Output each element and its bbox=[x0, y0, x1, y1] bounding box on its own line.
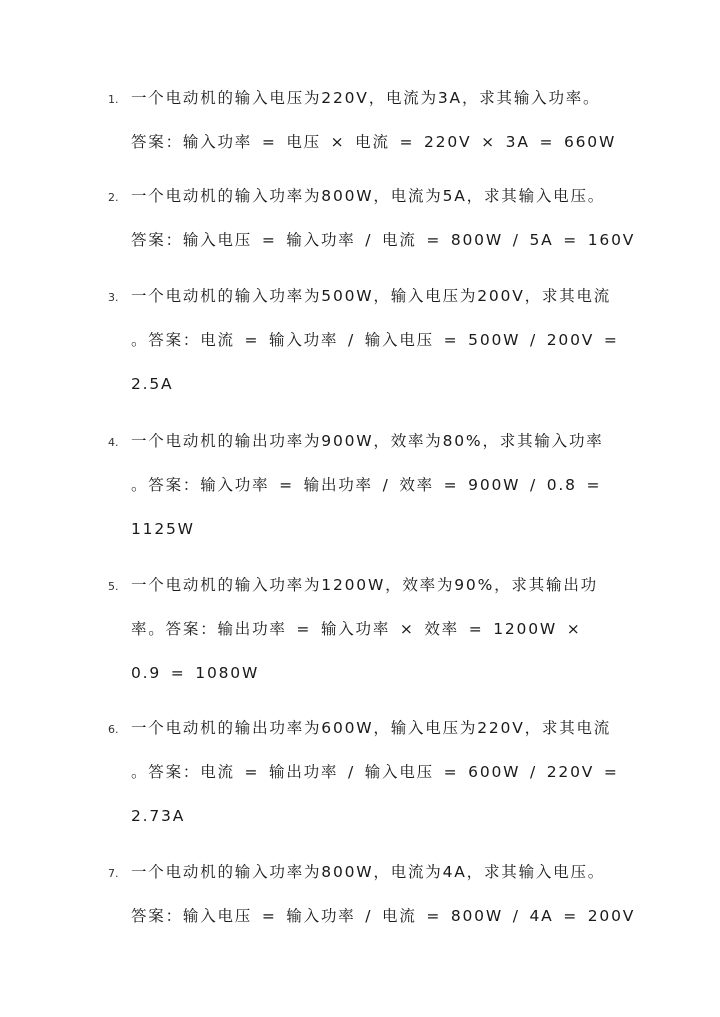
answer-text: 答案：输入电压 = 输入功率 / 电流 = 800W / 4A = 200V bbox=[131, 907, 636, 925]
answer-text: 答案：输入功率 = 电压 × 电流 = 220V × 3A = 660W bbox=[131, 133, 617, 151]
answer-text: 。答案：输入功率 = 输出功率 / 效率 = 900W / 0.8 = bbox=[131, 476, 602, 494]
answer-text-continued: 2.73A bbox=[131, 807, 186, 825]
item-number: 6. bbox=[108, 723, 119, 736]
item-number: 3. bbox=[108, 291, 119, 304]
question-text: 一个电动机的输出功率为600W，输入电压为220V，求其电流 bbox=[131, 719, 612, 737]
question-text: 一个电动机的输入功率为1200W，效率为90%，求其输出功 bbox=[131, 576, 598, 594]
question-text: 一个电动机的输入功率为800W，电流为5A，求其输入电压。 bbox=[131, 187, 606, 205]
answer-text-continued: 1125W bbox=[131, 520, 195, 538]
question-text: 一个电动机的输出功率为900W，效率为80%，求其输入功率 bbox=[131, 432, 604, 450]
item-number: 5. bbox=[108, 580, 119, 593]
answer-text: 答案：输入电压 = 输入功率 / 电流 = 800W / 5A = 160V bbox=[131, 231, 636, 249]
item-number: 2. bbox=[108, 191, 119, 204]
question-text: 一个电动机的输入功率为800W，电流为4A，求其输入电压。 bbox=[131, 863, 606, 881]
item-number: 7. bbox=[108, 867, 119, 880]
question-text: 一个电动机的输入电压为220V，电流为3A，求其输入功率。 bbox=[131, 89, 601, 107]
answer-text: 率。答案：输出功率 = 输入功率 × 效率 = 1200W × bbox=[131, 620, 582, 638]
answer-text: 。答案：电流 = 输入功率 / 输入电压 = 500W / 200V = bbox=[131, 331, 619, 349]
item-number: 1. bbox=[108, 93, 119, 106]
item-number: 4. bbox=[108, 436, 119, 449]
answer-text-continued: 2.5A bbox=[131, 375, 174, 393]
answer-text: 。答案：电流 = 输出功率 / 输入电压 = 600W / 220V = bbox=[131, 763, 619, 781]
answer-text-continued: 0.9 = 1080W bbox=[131, 664, 260, 682]
question-text: 一个电动机的输入功率为500W，输入电压为200V，求其电流 bbox=[131, 287, 612, 305]
